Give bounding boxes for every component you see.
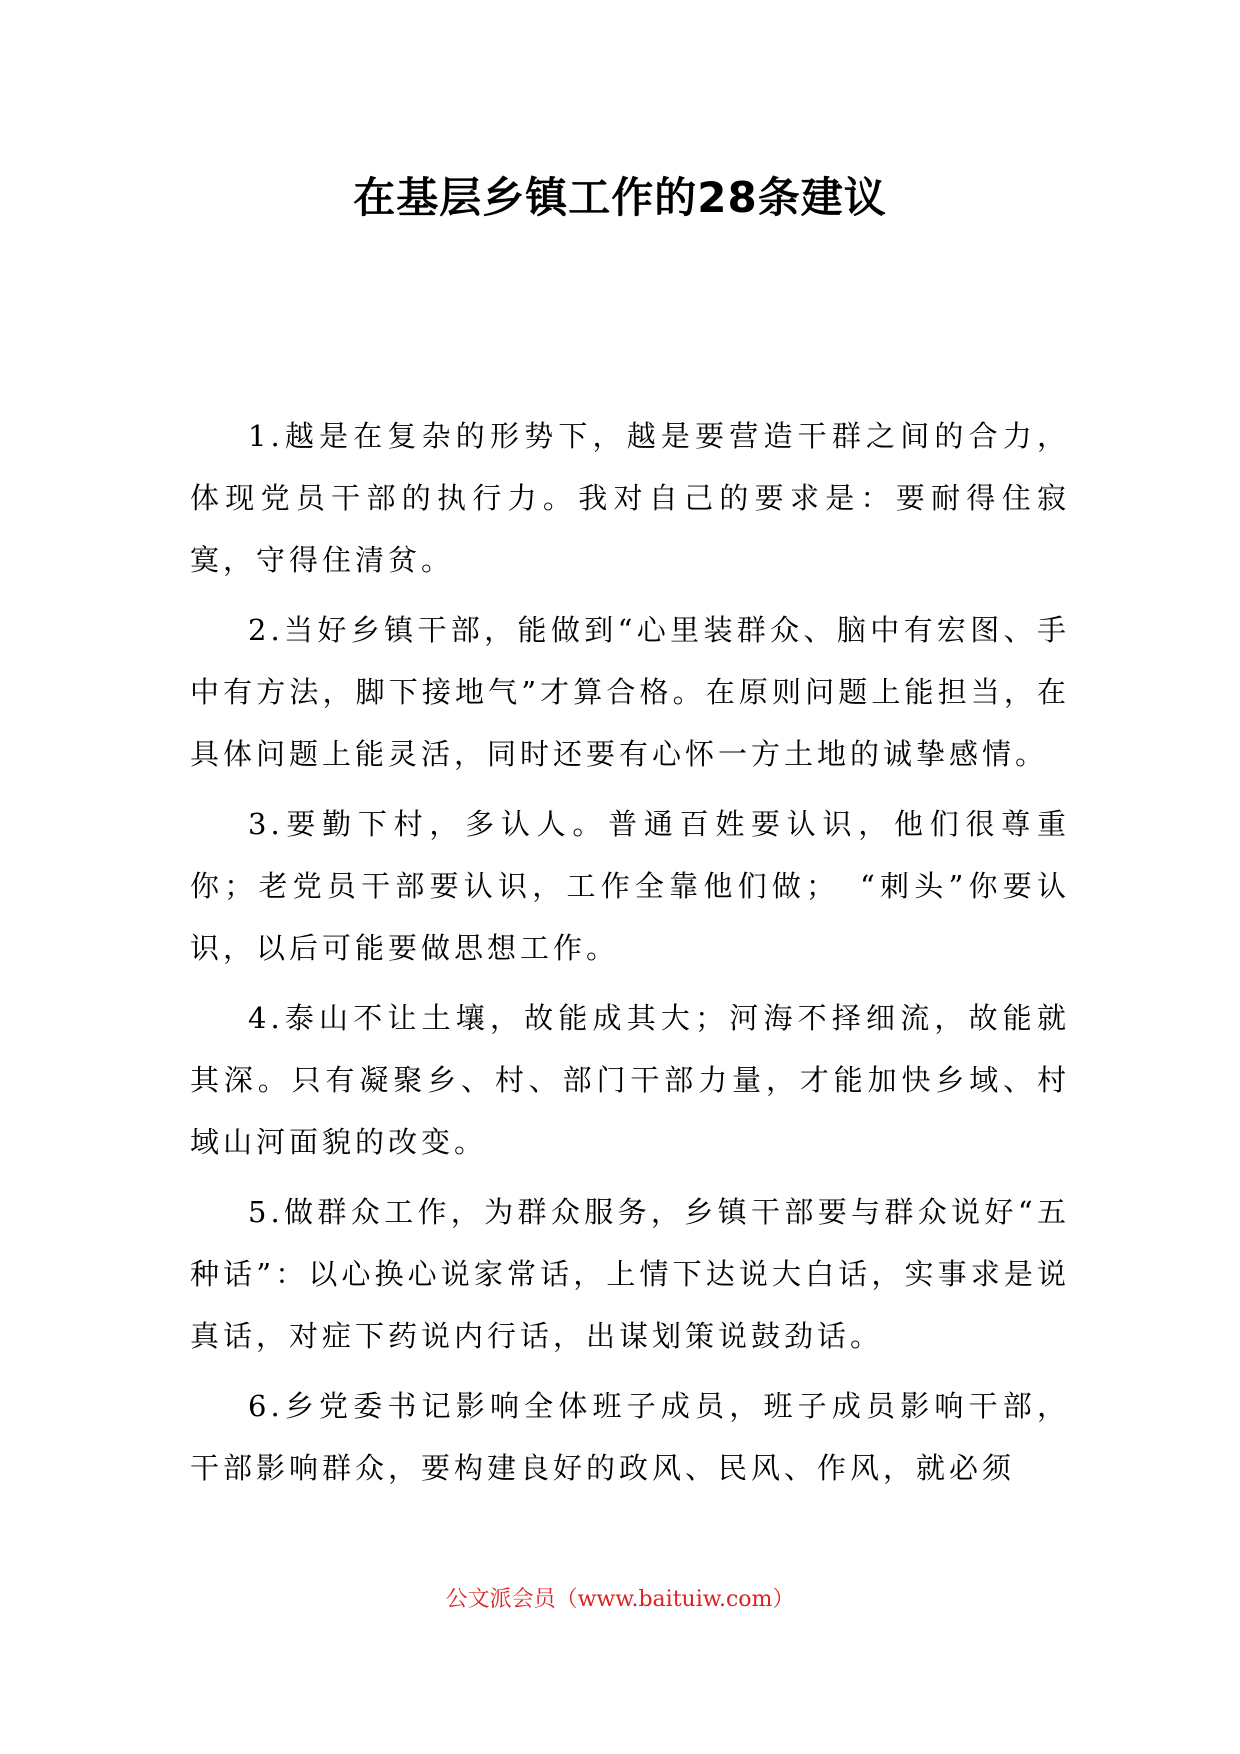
paragraph-6: 6.乡党委书记影响全体班子成员，班子成员影响干部，干部影响群众，要构建良好的政风、民风、作风，就必须 [190, 1389, 1070, 1485]
paragraph-4: 4.泰山不让土壤，故能成其大；河海不择细流，故能就其深。只有凝聚乡、村、部门干部力量，才能加快乡域、村域山河面貌的改变。 [190, 1001, 1070, 1159]
paragraph-1: 1.越是在复杂的形势下，越是要营造干群之间的合力，体现党员干部的执行力。我对自己的要求是：要耐得住寂寞，守得住清贫。 [190, 419, 1070, 577]
document-body [190, 405, 1070, 1507]
paragraph-3: 3.要勤下村，多认人。普通百姓要认识，他们很尊重你；老党员干部要认识，工作全靠他们做； “刺头”你要认识，以后可能要做思想工作。 [190, 807, 1070, 965]
document-title: 在基层乡镇工作的28条建议 [353, 173, 887, 222]
paragraph-2: 2.当好乡镇干部，能做到“心里装群众、脑中有宏图、手中有方法，脚下接地气”才算合格。在原则问题上能担当，在具体问题上能灵活，同时还要有心怀一方土地的诚挚感情。 [190, 613, 1070, 771]
paragraph-5: 5.做群众工作，为群众服务，乡镇干部要与群众说好“五种话”：以心换心说家常话，上情下达说大白话，实事求是说真话，对症下药说内行话，出谋划策说鼓劲话。 [190, 1195, 1070, 1353]
footer-watermark: 公文派会员（www.baituiw.com） [445, 1587, 795, 1612]
